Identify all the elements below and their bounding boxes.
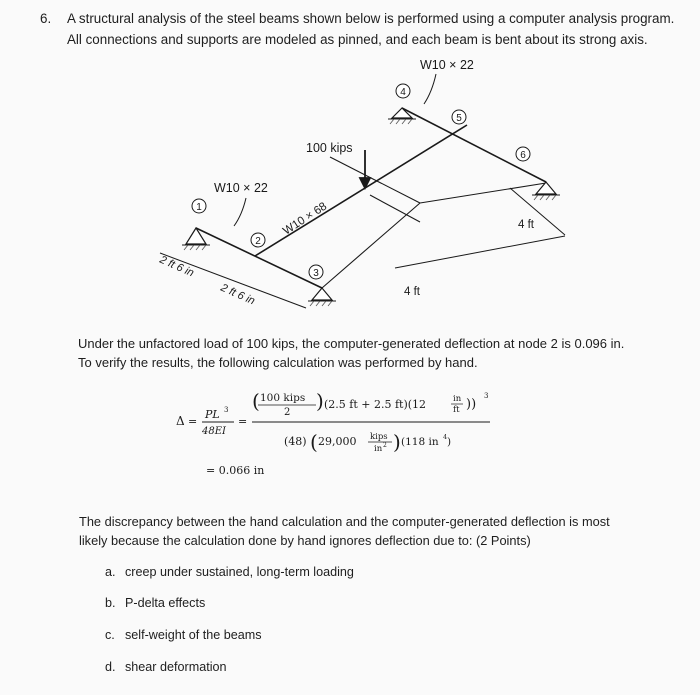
eq-paren-close-1: ): [316, 389, 324, 413]
leader-left-beam: [234, 198, 246, 226]
choice-a-letter: a.: [105, 565, 116, 579]
choice-d-letter: d.: [105, 660, 116, 674]
dim-line-front: [160, 253, 306, 308]
eq-num-two: 2: [284, 407, 291, 418]
support-3: [312, 288, 332, 300]
load-label: 100 kips: [306, 141, 353, 155]
choice-c-text: self-weight of the beams: [125, 628, 262, 642]
grid-line-b: [420, 183, 546, 203]
eq-num-exp: 3: [484, 392, 489, 400]
leader-top-beam: [424, 74, 436, 104]
eq-equals: =: [238, 415, 248, 428]
eq-paren-open-2: (: [310, 430, 318, 454]
beam-diagram: [0, 0, 700, 330]
support-4: [392, 108, 412, 118]
discrepancy-line-2: likely because the calculation done by hand ignores deflection due to: (2 Points): [79, 533, 531, 548]
eq-ksi-sq: 2: [383, 442, 387, 449]
support-1: [186, 228, 206, 244]
choice-a-text: creep under sustained, long-term loading: [125, 565, 354, 579]
choice-a[interactable]: [105, 565, 354, 579]
beam-4-6: [402, 108, 546, 182]
node-2-label: 2: [255, 236, 261, 247]
beam-top-label: W10 × 22: [420, 58, 474, 72]
node-3-label: 3: [313, 268, 319, 279]
discrepancy-line-1: The discrepancy between the hand calculation and the computer-generated deflection is most: [79, 514, 610, 529]
question-number: 6.: [40, 11, 52, 26]
beam-left-label: W10 × 22: [214, 181, 268, 195]
node-1-label: 1: [196, 202, 202, 213]
choice-b-letter: b.: [105, 596, 116, 610]
explanation-line-2: To verify the results, the following calculation was performed by hand.: [78, 355, 478, 370]
discrepancy-prompt: [79, 512, 679, 550]
eq-result: = 0.066 in: [206, 464, 265, 477]
eq-ksi-num: kips: [370, 432, 388, 442]
node-4-label: 4: [400, 87, 406, 98]
eq-48ei: 48EI: [202, 426, 226, 437]
eq-pl-exp: 3: [224, 406, 229, 414]
question-text: A structural analysis of the steel beams shown below is performed using a computer analysis program. All connections and supports are modeled as pinned, and each beam is bent about its strong axis.: [67, 11, 675, 47]
choice-b[interactable]: [105, 596, 205, 610]
explanation-paragraph: [78, 334, 688, 372]
eq-close-cube: )): [466, 397, 477, 412]
eq-delta: Δ: [176, 414, 185, 428]
choice-d-text: shear deformation: [125, 660, 227, 674]
choice-c[interactable]: [105, 628, 262, 642]
node-6-label: 6: [520, 150, 526, 161]
eq-den-E: 29,000: [318, 435, 357, 448]
eq-paren-open-1: (: [252, 389, 260, 413]
eq-den-I-exp: 4: [443, 433, 448, 441]
dim-4ft-front: 4 ft: [404, 286, 420, 298]
eq-ksi-den: in: [374, 444, 383, 454]
eq-in-unit: in: [453, 394, 462, 404]
node-5-label: 5: [456, 113, 462, 124]
dim-4ft-right: 4 ft: [518, 219, 534, 231]
eq-pl: PL: [205, 408, 220, 421]
dim-2ft6-a: 2 ft 6 in: [157, 253, 196, 280]
dim-2ft6-b: 2 ft 6 in: [218, 281, 257, 308]
choice-d[interactable]: [105, 660, 227, 674]
eq-den-48: (48): [284, 435, 307, 448]
explanation-line-1: Under the unfactored load of 100 kips, the computer-generated deflection at node 2 is 0.096 in.: [78, 336, 625, 351]
eq-num-length: (2.5 ft + 2.5 ft)(12: [324, 398, 427, 411]
eq-num-load: 100 kips: [260, 392, 306, 404]
dim-line-right-b: [395, 236, 565, 268]
beam-center-label: W10 × 68: [281, 200, 330, 238]
eq-approx: =: [188, 415, 198, 428]
eq-paren-close-2: ): [393, 430, 401, 454]
grid-line-a: [330, 157, 420, 203]
choice-c-letter: c.: [105, 628, 115, 642]
eq-den-I-close: ): [447, 436, 452, 448]
choice-b-text: P-delta effects: [125, 596, 206, 610]
grid-line-c: [322, 203, 420, 288]
eq-den-I: (118 in: [401, 436, 439, 448]
eq-ft-unit: ft: [453, 405, 460, 415]
